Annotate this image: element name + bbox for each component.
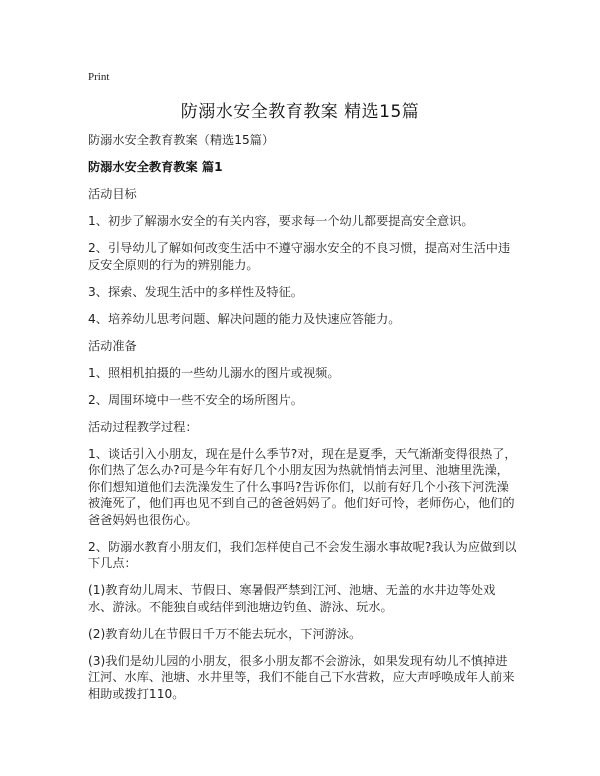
goal-item: 4、培养幼儿思考问题、解决问题的能力及快速应答能力。 bbox=[88, 311, 401, 326]
process-heading: 活动过程教学过程： bbox=[88, 419, 198, 434]
goal-item: 3、探索、发现生活中的多样性及特征。 bbox=[88, 284, 303, 299]
process-item: (3)我们是幼儿园的小朋友，很多小朋友都不会游泳，如果发现有幼儿不慎掉进江河、水库、池塘、水井里等，我们不能自己下水营救，应大声呼唤成年人前来相助或拨打110。 bbox=[88, 653, 515, 701]
prep-item: 2、周围环境中一些不安全的场所图片。 bbox=[88, 392, 303, 407]
goal-item: 2、引导幼儿了解如何改变生活中不遵守溺水安全的不良习惯，提高对生活中违反安全原则的行为的辨别能力。 bbox=[88, 241, 511, 272]
process-item: (2)教育幼儿在节假日千万不能去玩水，下河游泳。 bbox=[88, 626, 362, 641]
document-body bbox=[88, 132, 518, 713]
prep-heading: 活动准备 bbox=[88, 338, 137, 353]
section-heading: 防溺水安全教育教案 篇1 bbox=[88, 160, 223, 174]
document-title: 防溺水安全教育教案 精选15篇 bbox=[180, 102, 420, 122]
goal-item: 1、初步了解溺水安全的有关内容，要求每一个幼儿都要提高安全意识。 bbox=[88, 214, 474, 228]
document-subtitle: 防溺水安全教育教案（精选15篇） bbox=[88, 133, 275, 147]
goals-heading: 活动目标 bbox=[88, 187, 137, 201]
process-item: 2、防溺水教育小朋友们，我们怎样使自己不会发生溺水事故呢?我认为应做到以下几点： bbox=[88, 539, 517, 570]
prep-item: 1、照相机拍摄的一些幼儿溺水的图片或视频。 bbox=[88, 365, 340, 380]
process-item: (1)教育幼儿周末、节假日、寒暑假严禁到江河、池塘、无盖的水井边等处戏水、游泳。不能独自或结伴到池塘边钓鱼、游泳、玩水。 bbox=[88, 583, 496, 614]
process-item: 1、谈话引入小朋友，现在是什么季节?对，现在是夏季，天气渐渐变得很热了，你们热了怎么办?可是今年有好几个小朋友因为热就悄悄去河里、池塘里洗澡，你们想知道他们去洗澡发生了什么事吗?告诉你们，以前有好几个小孩下河洗澡被淹死了，他们再也见不到自己的爸爸妈妈了。他们好可怜，老师伤心，他们的爸爸妈妈也很伤心。 bbox=[88, 446, 517, 527]
print-label: Print bbox=[88, 71, 110, 83]
